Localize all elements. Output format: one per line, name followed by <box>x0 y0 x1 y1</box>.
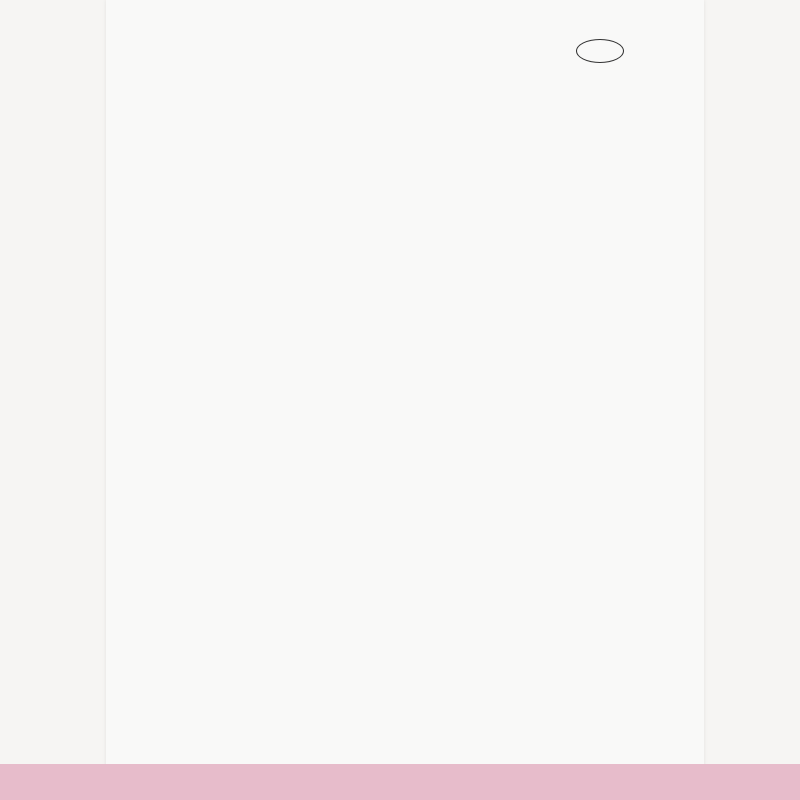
otc-badge <box>576 39 624 63</box>
instruction-sheet <box>106 0 704 800</box>
pink-bottom-band <box>0 764 800 800</box>
